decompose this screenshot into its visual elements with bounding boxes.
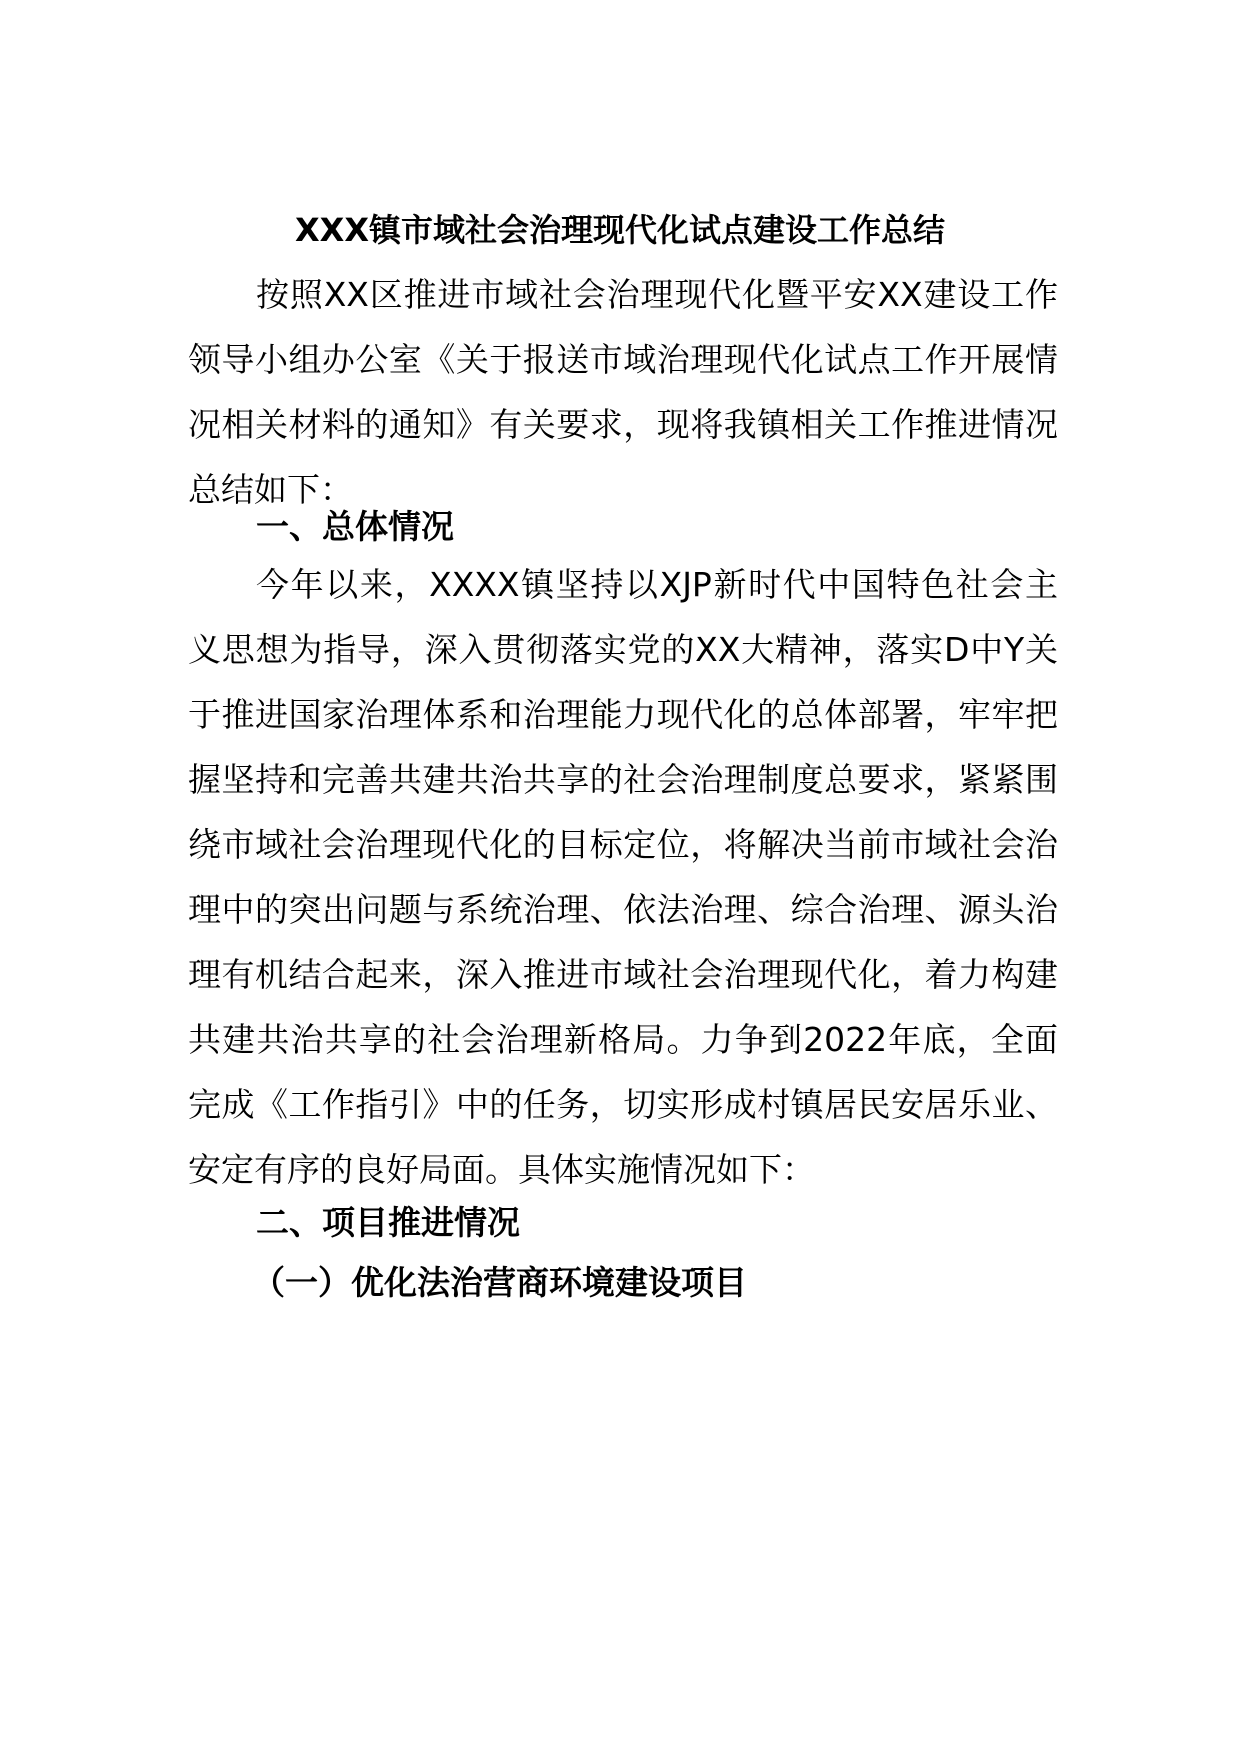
overview-paragraph: 今年以来，XXXX镇坚持以XJP新时代中国特色社会主义思想为指导，深入贯彻落实党的XX大精神，落实D中Y关于推进国家治理体系和治理能力现代化的总体部署，牢牢把握坚持和完善共建共治共享的社会治理制度总要求，紧紧围绕市域社会治理现代化的目标定位，将解决当前市域社会治理中的突出问题与系统治理、依法治理、综合治理、源头治理有机结合起来，深入推进市域社会治理现代化，着力构建共建共治共享的社会治理新格局。力争到2022年底，全面完成《工作指引》中的任务，切实形成村镇居民安居乐业、安定有序的良好局面。具体实施情况如下： (188, 565, 1058, 1189)
section-heading-project-progress: 二、项目推进情况 (256, 1203, 520, 1242)
section-heading-overview: 一、总体情况 (256, 507, 454, 546)
subsection-heading-legal-business-environment: （一）优化法治营商环境建设项目 (252, 1263, 747, 1302)
document-title: XXX镇市域社会治理现代化试点建设工作总结 (294, 211, 946, 249)
intro-paragraph: 按照XX区推进市域社会治理现代化暨平安XX建设工作领导小组办公室《关于报送市域治理现代化试点工作开展情况相关材料的通知》有关要求，现将我镇相关工作推进情况总结如下： (188, 275, 1058, 509)
